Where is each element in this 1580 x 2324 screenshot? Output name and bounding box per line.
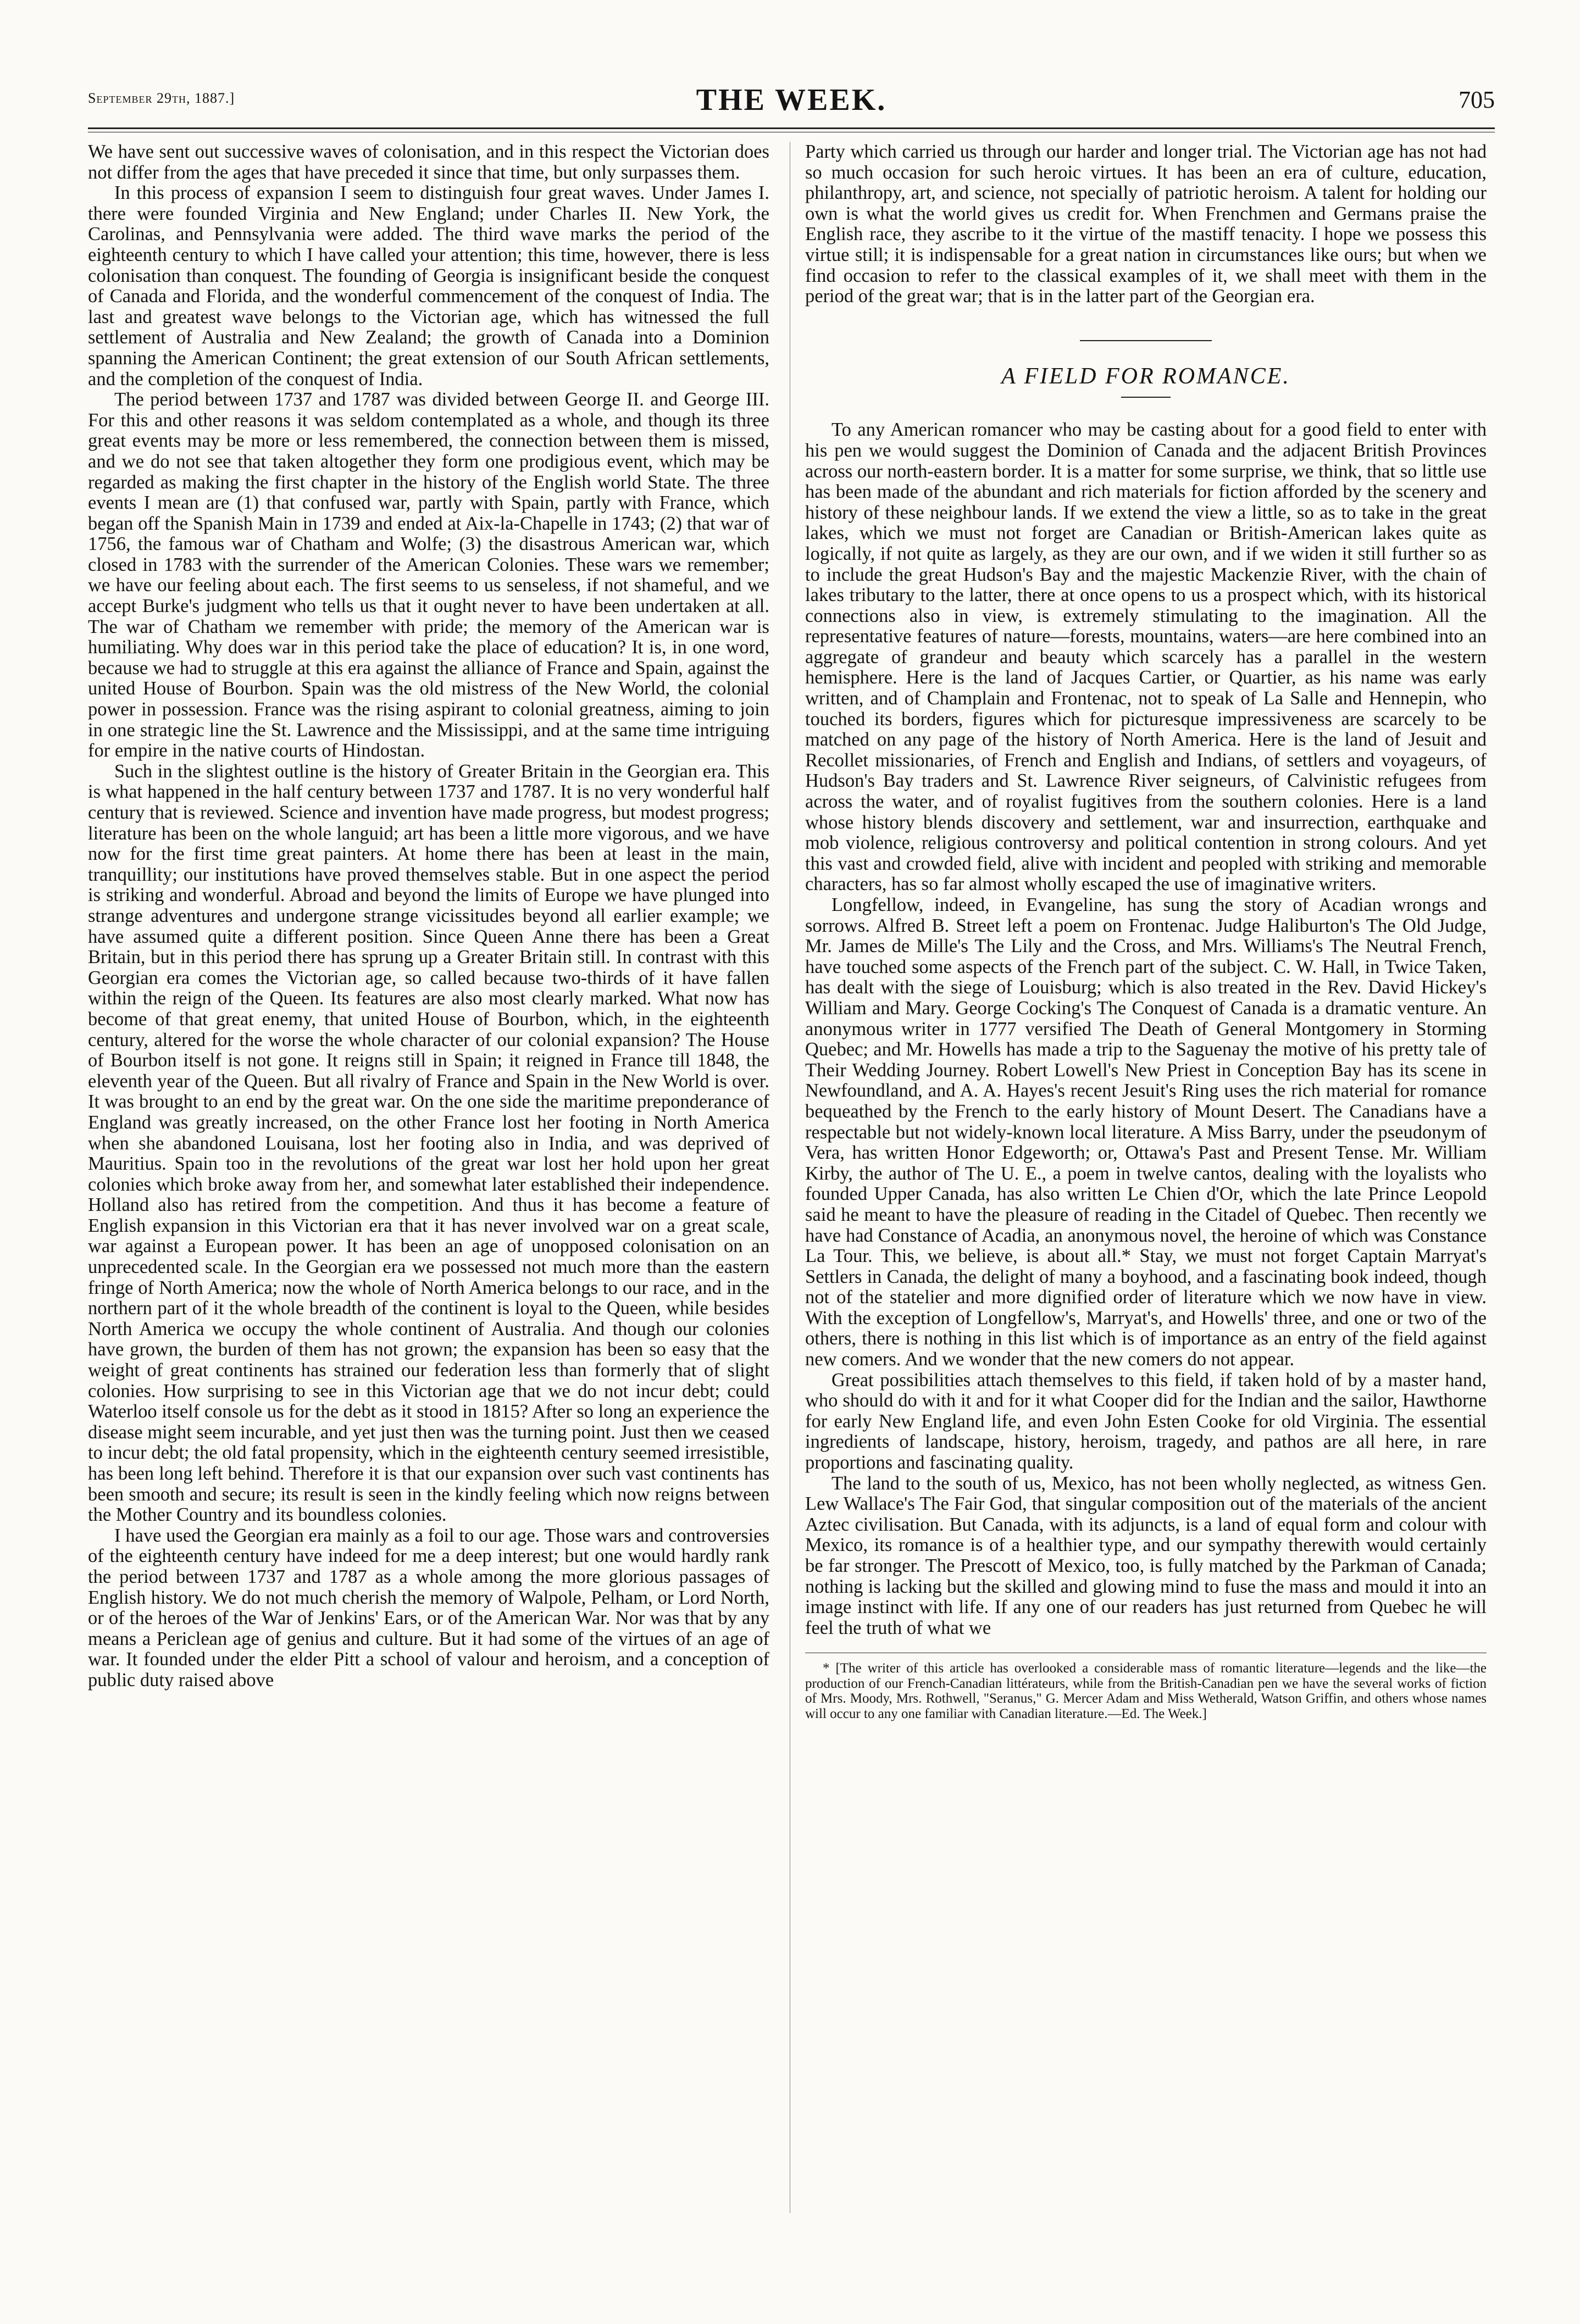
section-divider [1080, 340, 1212, 341]
paragraph: Great possibilities attach themselves to this field, if taken hold of by a master hand, who should do with it and for it what Cooper did for the Indian and the sailor, Hawthorne for early New England life, and even John Esten Cooke for old Virginia. The essential ingredients of landscape, history, heroism, tragedy, and pathos are all here, in rare proportions and fascinating quality. [805, 1369, 1487, 1474]
continued-paragraph: Party which carried us through our harder and longer trial. The Victorian age has not had so much occasion for such heroic virtues. It has been an era of culture, education, philanthropy, art, and science, not specially of patriotic heroism. A talent for holding our own is what the world gives us credit for. When Frenchmen and Germans praise the English race, they ascribe to it the virtue of the mastiff tenacity. I hope we possess this virtue still; it is indispensable for a great nation in circumstances like ours; but when we find occasion to refer to the classical examples of it, we shall meet with them in the period of the great war; that is in the latter part of the Georgian era. [805, 141, 1487, 307]
left-column [88, 142, 769, 1691]
paragraph: Longfellow, indeed, in Evangeline, has sung the story of Acadian wrongs and sorrows. Alfred B. Street left a poem on Frontenac. Judge Haliburton's The Old Judge, Mr. James de Mille's The Lily and the Cross, and Mrs. Williams's The Neutral French, have touched some aspects of the French part of the subject. C. W. Hall, in Twice Taken, has dealt with the siege of Louisburg; which is also treated in the Rev. David Hickey's William and Mary. George Cocking's The Conquest of Canada is a dramatic venture. An anonymous writer in 1777 versified The Death of General Montgomery in Storming Quebec; and Mr. Howells has made a trip to the Saguenay the motive of his pretty tale of Their Wedding Journey. Robert Lowell's New Priest in Conception Bay has its scene in Newfoundland, and A. A. Hayes's recent Jesuit's Ring uses the rich material for romance bequeathed by the French to the early history of Mount Desert. The Canadians have a respectable but not widely-known local literature. A Miss Barry, under the pseudonym of Vera, has written Honor Edgeworth; or, Ottawa's Past and Present Tense. Mr. William Kirby, the author of The U. E., a poem in twelve cantos, dealing with the loyalists who founded Upper Canada, has also written Le Chien d'Or, which the late Prince Leopold said he meant to have the pleasure of reading in the Citadel of Quebec. Then recently we have had Constance of Acadia, an anonymous novel, the heroine of which was Constance La Tour. This, we believe, is about all.* Stay, we must not forget Captain Marryat's Settlers in Canada, the delight of many a boyhood, and a fascinating book indeed, though not of the statelier and more dignified order of literature which we now have in view. With the exception of Longfellow's, Marryat's, and Howells' three, and one or two of the others, there is nothing in this list which is of importance as an entry of the field against new comers. And we wonder that the new comers do not appear. [805, 894, 1487, 1370]
paragraph: The land to the south of us, Mexico, has not been wholly neglected, as witness Gen. Lew Wallace's The Fair God, that singular composition out of the materials of the ancient Aztec civilisation. But Canada, with its adjuncts, is a land of equal form and colour with Mexico, its romance is of a healthier type, and our sympathy therewith would certainly be far stronger. The Prescott of Mexico, too, is fully matched by the Parkman of Canada; nothing is lacking but the skilled and glowing mind to fuse the mass and mould it into an image instinct with life. If any one of our readers has just returned from Quebec he will feel the truth of what we [805, 1472, 1487, 1638]
paragraph: We have sent out successive waves of colonisation, and in this respect the Victorian does not differ from the ages that have preceded it since that time, but only surpasses them. [88, 141, 769, 183]
header-rule [88, 127, 1495, 129]
paragraph: In this process of expansion I seem to distinguish four great waves. Under James I. there were founded Virginia and New England; under Charles II. New York, the Carolinas, and Pennsylvania were added. The third wave marks the period of the eighteenth century to which I have called your attention; this time, however, there is less colonisation than conquest. The founding of Georgia is insignificant beside the conquest of Canada and Florida, and the wonderful commencement of the conquest of India. The last and greatest wave belongs to the Victorian age, which has witnessed the full settlement of Australia and New Zealand; the growth of Canada into a Dominion spanning the American Continent; the great extension of our South African settlements, and the completion of the conquest of India. [88, 182, 769, 390]
paragraph: I have used the Georgian era mainly as a foil to our age. Those wars and controversies of the eighteenth century have indeed for me a deep interest; but one would hardly rank the period between 1737 and 1787 as a whole among the more glorious passages of English history. We do not much cherish the memory of Walpole, Pelham, or Lord North, or of the heroes of the War of Jenkins' Ears, or of the American War. Nor was that by any means a Periclean age of genius and culture. But it had some of the virtues of an age of war. It founded under the elder Pitt a school of valour and heroism, and a conception of public duty raised above [88, 1525, 769, 1691]
title-underline [1121, 397, 1171, 398]
issue-date: September 29th, 1887.] [88, 90, 235, 106]
masthead-title: THE WEEK. [696, 83, 887, 117]
paragraph: The period between 1737 and 1787 was divided between George II. and George III. For this and other reasons it was seldom contemplated as a whole, and though its three great events may be more or less remembered, the connection between them is missed, and we do not see that taken altogether they form one prodigious event, which may be regarded as making the first chapter in the history of the English world State. The three events I mean are (1) that confused war, partly with Spain, partly with France, which began off the Spanish Main in 1739 and ended at Aix-la-Chapelle in 1743; (2) that war of 1756, the famous war of Chatham and Wolfe; (3) the disastrous American war, which closed in 1783 with the surrender of the American Colonies. These wars we remember; we have our feeling about each. The first seems to us senseless, if not shameful, and we accept Burke's judgment who tells us that it ought never to have been undertaken at all. The war of Chatham we remember with pride; the memory of the American war is humiliating. Why does war in this period take the place of education? It is, in one word, because we had to struggle at this era against the alliance of France and Spain, against the united House of Bourbon. Spain was the old mistress of the New World, the colonial power in possession. France was the rising aspirant to colonial greatness, aiming to join in one strategic line the St. Lawrence and the Mississippi, and at the same time intriguing for empire in the native courts of Hindostan. [88, 389, 769, 761]
article-title: A FIELD FOR ROMANCE. [1001, 363, 1290, 389]
footnote: * [The writer of this article has overlooked a considerable mass of romantic literature—legends and the like—the production of our French-Canadian littérateurs, while from the British-Canadian pen we have the several works of fiction of Mrs. Moody, Mrs. Rothwell, "Seranus," G. Mercer Adam and Miss Wetherald, Watson Griffin, and others whose names will occur to any one familiar with Canadian literature.—Ed. The Week.] [805, 1661, 1487, 1721]
paragraph: To any American romancer who may be casting about for a good field to enter with his pen we would suggest the Dominion of Canada and the adjacent British Provinces across our north-eastern border. It is a matter for some surprise, we think, that so little use has been made of the abundant and rich materials for fiction afforded by the scenery and history of these neighbour lands. If we extend the view a little, so as to take in the great lakes, which we must not forget are Canadian or British-American lakes quite as logically, if not quite as largely, as they are our own, and if we widen it still further so as to include the great Hudson's Bay and the majestic Mackenzie River, with the chain of lakes tributary to the latter, there at once opens to us a prospect which, with its historical connections also in view, is extremely stimulating to the imagination. All the representative features of nature—forests, mountains, waters—are here combined into an aggregate of grandeur and beauty which scarcely has a parallel in the western hemisphere. Here is the land of Jacques Cartier, or Quartier, as his name was early written, and of Champlain and Frontenac, not to speak of La Salle and Hennepin, who touched its borders, figures which for picturesque impressiveness are scarcely to be matched on any page of the history of North America. Here is the land of Jesuit and Recollet missionaries, of French and English and Indians, of settlers and voyageurs, of Hudson's Bay traders and St. Lawrence River seigneurs, of Calvinistic refugees from across the water, and of royalist fugitives from the southern colonies. Here is a land whose history blends discovery and settlement, war and insurrection, earthquake and mob violence, religious controversy and political contention in strong colours. And yet this vast and crowded field, alive with incident and peopled with striking and memorable characters, has so far almost wholly escaped the use of imaginative writers. [805, 419, 1487, 895]
page-header [88, 82, 1495, 126]
page-number: 705 [1459, 86, 1495, 113]
right-column [805, 142, 1487, 1721]
paragraph: Such in the slightest outline is the history of Greater Britain in the Georgian era. This is what happened in the half century between 1737 and 1787. It is no very wonderful half century that is reviewed. Science and invention have made progress, but modest progress; literature has been on the whole languid; art has been a little more vigorous, and we have now for the first time great painters. At home there has been at least in the main, tranquillity; our institutions have proved themselves stable. But in one aspect the period is striking and wonderful. Abroad and beyond the limits of Europe we have plunged into strange adventures and undergone strange vicissitudes beyond all earlier example; we have assumed quite a different position. Since Queen Anne there has been a Great Britain, but in this period there has sprung up a Greater Britain still. In contrast with this Georgian era comes the Victorian age, so called because two-thirds of it have fallen within the reign of the Queen. Its features are also most clearly marked. What now has become of that great enemy, that united House of Bourbon, which, in the eighteenth century, altered for the worse the whole character of our colonial expansion? The House of Bourbon itself is not gone. It reigns still in Spain; it reigned in France till 1848, the eleventh year of the Queen. But all rivalry of France and Spain in the New World is over. It was brought to an end by the great war. On the one side the maritime preponderance of England was greatly increased, on the other France lost her footing in North America when she abandoned Louisana, lost her footing also in India, and was deprived of Mauritius. Spain too in the revolutions of the great war lost her hold upon her great colonies which broke away from her, and somewhat later established their independence. Holland also has retired from the competition. And thus it has become a feature of English expansion in this Victorian era that it has never involved war on a great scale, war against a European power. It has been an age of unopposed colonisation on an unprecedented scale. In the Georgian era we possessed not much more than the eastern fringe of North America; now the whole of North America belongs to our race, and in the northern part of it the whole breadth of the continent is loyal to the Queen, while besides North America we occupy the whole continent of Australia. And though our colonies have grown, the burden of them has not grown; the expansion has been so easy that the weight of great continents has strained our federation less than formerly that of slight colonies. How surprising to see in this Victorian age that we do not incur debt; could Waterloo itself console us for the debt as it stood in 1815? After so long an experience the disease might seem incurable, and yet just then was the turning point. Just then we ceased to incur debt; the old fatal propensity, which in the eighteenth century seemed irresistible, has been long left behind. Therefore it is that our expansion over such vast continents has been smooth and secure; its result is seen in the kindly feeling which now reigns between the Mother Country and its boundless colonies. [88, 760, 769, 1526]
